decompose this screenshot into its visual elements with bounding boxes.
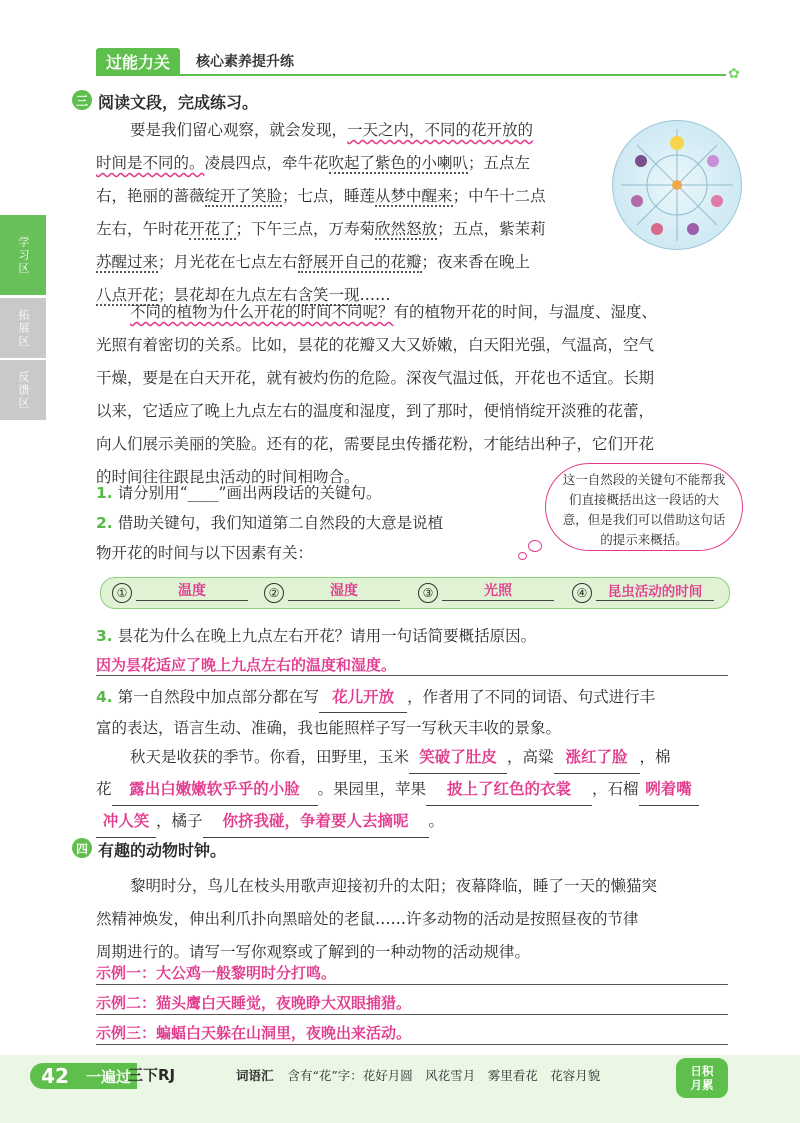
question-3 xyxy=(96,621,536,651)
question-text: 请分别用“____”画出两段话的关键句。 xyxy=(117,484,382,502)
hint-bubble: 这一自然段的关键句不能帮我们直接概括出这一段话的大意，但是我们可以借助这句话的提示来概括。 xyxy=(545,463,743,551)
dotted-phrase: 从梦中醒来 xyxy=(375,187,453,205)
question-number: 1. xyxy=(96,484,113,502)
side-tab-study[interactable]: 学习区 xyxy=(0,215,46,295)
section-badge: 四 xyxy=(72,838,92,858)
question-2 xyxy=(96,508,516,568)
question-text: 借助关键句，我们知道第二自然段的大意是说植 xyxy=(117,514,444,532)
text: ；五点左 xyxy=(468,154,531,172)
side-tab-extend[interactable]: 拓展区 xyxy=(0,298,46,358)
text: ；五点，紫茉莉 xyxy=(437,220,546,238)
factor-number: ④ xyxy=(572,583,592,603)
question-4-writing xyxy=(96,742,736,838)
text: 。果园里，苹果 xyxy=(317,780,427,798)
daily-accumulation-badge xyxy=(676,1058,728,1098)
text: …… xyxy=(359,286,391,304)
brand-logo: 一遍过 xyxy=(80,1063,137,1089)
answer-blank[interactable]: 露出白嫩嫩软乎乎的小脸 xyxy=(112,774,318,806)
question-4 xyxy=(96,682,736,743)
dotted-phrase: 欣然怒放 xyxy=(375,220,438,238)
key-sentence: 一天之内，不同的花开放的 xyxy=(347,121,534,139)
question-number: 2. xyxy=(96,514,113,532)
text: 以来，它适应了晚上九点左右的温度和湿度，到了那时，便悄悄绽开淡雅的花蕾， xyxy=(96,402,655,420)
vocab-box xyxy=(236,1066,600,1084)
page-number: 42 xyxy=(30,1063,80,1089)
dotted-phrase: 八点开花 xyxy=(96,286,159,304)
text: 然精神焕发，伸出利爪扑向黑暗处的老鼠……许多动物的活动是按照昼夜的节律 xyxy=(96,910,639,928)
text: 凌晨四点，牵牛花 xyxy=(204,154,329,172)
key-sentence: 不同的植物为什么开花的时间不同呢？ xyxy=(130,303,394,321)
answer-blank[interactable]: 你挤我碰，争着要人去摘呢 xyxy=(203,806,429,838)
flower-clock-icon xyxy=(613,121,741,249)
text: ；月光花在七点左右 xyxy=(158,253,298,271)
answer-blank[interactable]: 披上了红色的衣裳 xyxy=(426,774,592,806)
passage-paragraph-1-body xyxy=(96,147,616,312)
header-rule xyxy=(96,74,726,76)
section-title: 有趣的动物时钟。 xyxy=(98,841,227,860)
answer-blank[interactable]: 冲人笑 xyxy=(96,806,156,838)
factor-answer[interactable]: 昆虫活动的时间 xyxy=(596,580,714,601)
answer-line xyxy=(96,675,728,676)
header-tab: 过能力关 xyxy=(96,48,180,74)
section-badge: 三 xyxy=(72,90,92,110)
question-number: 3. xyxy=(96,627,113,645)
passage-paragraph-1 xyxy=(130,114,620,147)
text: ，橘子 xyxy=(156,812,203,830)
grade-label: 三下RJ xyxy=(128,1066,176,1084)
badge-line: 月累 xyxy=(690,1078,714,1092)
key-sentence: 时间是不同的。 xyxy=(96,154,205,172)
dotted-phrase: 绽开了笑脸 xyxy=(204,187,283,205)
text: 秋天是收获的季节。你看，田野里，玉米 xyxy=(130,748,410,766)
answer-blank[interactable]: 笑破了肚皮 xyxy=(409,742,507,774)
text: ；下午三点，万寿菊 xyxy=(235,220,376,238)
dotted-phrase: 苏醒过来 xyxy=(96,253,159,271)
text: 左右，午时花 xyxy=(96,220,190,238)
question-text: ，作者用了不同的词语、句式进行丰 xyxy=(407,688,656,706)
text: ，高粱 xyxy=(507,748,554,766)
question-number: 4. xyxy=(96,688,113,706)
text: ；中午十二点 xyxy=(452,187,546,205)
section4-passage xyxy=(96,870,736,969)
question-1 xyxy=(96,478,381,508)
dotted-phrase: 开花了 xyxy=(189,220,236,238)
text: 要是我们留心观察，就会发现， xyxy=(130,121,348,139)
dotted-phrase: 含笑一现 xyxy=(297,286,360,304)
answer-blank[interactable]: 咧着嘴 xyxy=(639,774,699,806)
header-subtitle: 核心素养提升练 xyxy=(196,54,294,70)
answer-example-1[interactable]: 示例一：大公鸡一般黎明时分打鸣。 xyxy=(96,964,337,982)
text: 周期进行的。请写一写你观察或了解到的一种动物的活动规律。 xyxy=(96,943,531,961)
text: 右，艳丽的蔷薇 xyxy=(96,187,205,205)
question-text: 昙花为什么在晚上九点左右开花？请用一句话简要概括原因。 xyxy=(117,627,537,645)
vocab-text: 含有“花”字：花好月圆 风花雪月 雾里看花 花容月貌 xyxy=(287,1068,601,1083)
vocab-label: 词语汇 xyxy=(236,1068,274,1083)
factor-number: ② xyxy=(264,583,284,603)
text: ，棉 xyxy=(639,748,671,766)
text: 向人们展示美丽的笑脸。还有的花，需要昆虫传播花粉，才能结出种子，它们开花 xyxy=(96,435,655,453)
factor-answer[interactable]: 光照 xyxy=(442,580,554,601)
section-title: 阅读文段，完成练习。 xyxy=(98,93,259,112)
text: 的时间往往跟昆虫活动的时间相吻合。 xyxy=(96,468,360,486)
question-text: 物开花的时间与以下因素有关： xyxy=(96,544,314,562)
dotted-phrase: 吹起了紫色的小喇叭 xyxy=(328,154,469,172)
answer-line xyxy=(96,984,728,985)
side-tab-feedback[interactable]: 反馈区 xyxy=(0,360,46,420)
text: 有的植物开花的时间，与温度、湿度、 xyxy=(393,303,658,321)
text: 光照有着密切的关系。比如，昙花的花瓣又大又娇嫩，白天阳光强，气温高，空气 xyxy=(96,336,655,354)
text: 。 xyxy=(428,812,445,830)
question-text: 第一自然段中加点部分都在写 xyxy=(117,688,320,706)
bubble-tail-dot xyxy=(528,540,542,552)
answer-line xyxy=(96,1014,728,1015)
answer-example-3[interactable]: 示例三：蝙蝠白天躲在山洞里，夜晚出来活动。 xyxy=(96,1024,412,1042)
factor-answer[interactable]: 湿度 xyxy=(288,580,400,601)
star-icon: ✿ xyxy=(728,66,740,82)
text: ；昙花却在九点左右 xyxy=(158,286,298,304)
answer-3[interactable]: 因为昙花适应了晚上九点左右的温度和湿度。 xyxy=(96,656,397,674)
question-text: 富的表达，语言生动、准确，我也能照样子写一写秋天丰收的景象。 xyxy=(96,719,562,737)
text: 干燥，要是在白天开花，就有被灼伤的危险。深夜气温过低，开花也不适宜。长期 xyxy=(96,369,655,387)
flower-clock-illustration xyxy=(612,120,742,250)
dotted-phrase: 舒展开自己的花瓣 xyxy=(297,253,422,271)
passage-paragraph-2 xyxy=(130,296,740,329)
factor-number: ③ xyxy=(418,583,438,603)
answer-line xyxy=(96,1044,728,1045)
bubble-tail-dot xyxy=(518,552,527,560)
text: ；夜来香在晚上 xyxy=(421,253,531,271)
answer-blank[interactable]: 花儿开放 xyxy=(319,682,407,713)
badge-line: 日积 xyxy=(690,1064,714,1078)
text: 黎明时分，鸟儿在枝头用歌声迎接初升的太阳；夜幕降临，睡了一天的懒猫突 xyxy=(130,877,658,895)
factor-answer[interactable]: 温度 xyxy=(136,580,248,601)
factor-number: ① xyxy=(112,583,132,603)
answer-example-2[interactable]: 示例二：猫头鹰白天睡觉，夜晚睁大双眼捕猎。 xyxy=(96,994,412,1012)
text: 花 xyxy=(96,780,112,798)
text: ；七点，睡莲 xyxy=(282,187,376,205)
text: ，石榴 xyxy=(592,780,639,798)
answer-blank[interactable]: 涨红了脸 xyxy=(554,742,640,774)
